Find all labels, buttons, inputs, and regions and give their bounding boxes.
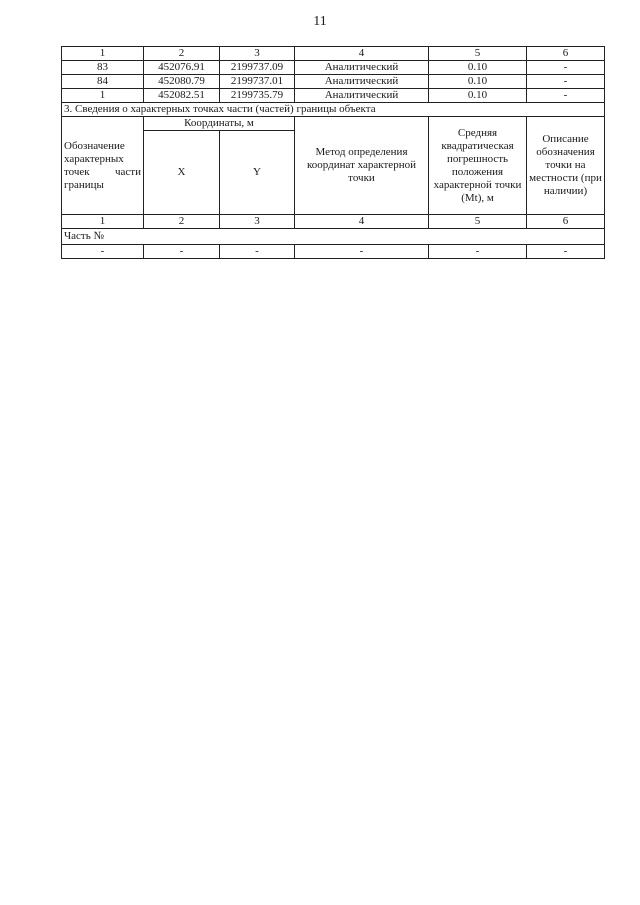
description-cell: - [527, 61, 605, 75]
part-label-row [62, 229, 605, 245]
header-cell: 4 [295, 47, 429, 61]
section-header-row [62, 117, 605, 131]
table-row [62, 75, 605, 89]
accuracy-cell: 0.10 [429, 75, 527, 89]
method-header: Метод определения координат характерной точки [295, 117, 429, 215]
header-cell: 6 [527, 47, 605, 61]
y-header: Y [220, 131, 295, 215]
x-cell: 452082.51 [144, 89, 220, 103]
coordinates-header: Координаты, м [144, 117, 295, 131]
method-cell: Аналитический [295, 75, 429, 89]
empty-cell: - [295, 245, 429, 259]
empty-cell: - [220, 245, 295, 259]
accuracy-cell: 0.10 [429, 61, 527, 75]
method-cell: Аналитический [295, 61, 429, 75]
section-title: 3. Сведения о характерных точках части (частей) границы объекта [62, 103, 605, 117]
column-numbers-row [62, 215, 605, 229]
table-row [62, 89, 605, 103]
column-number: 3 [220, 215, 295, 229]
description-cell: - [527, 89, 605, 103]
empty-cell: - [527, 245, 605, 259]
point-cell: 1 [62, 89, 144, 103]
point-designation-header: Обозначение характерных точек части границы [62, 117, 144, 215]
empty-cell: - [429, 245, 527, 259]
page-number: 11 [313, 14, 327, 29]
table-row [62, 245, 605, 259]
column-number: 6 [527, 215, 605, 229]
column-number: 4 [295, 215, 429, 229]
y-cell: 2199735.79 [220, 89, 295, 103]
accuracy-header: Средняя квадратическая погрешность положения характерной точки (Mt), м [429, 117, 527, 215]
y-cell: 2199737.01 [220, 75, 295, 89]
point-cell: 83 [62, 61, 144, 75]
x-header: X [144, 131, 220, 215]
coordinates-table [61, 46, 605, 259]
header-cell: 3 [220, 47, 295, 61]
y-cell: 2199737.09 [220, 61, 295, 75]
header-cell: 2 [144, 47, 220, 61]
header-cell: 1 [62, 47, 144, 61]
empty-cell: - [62, 245, 144, 259]
accuracy-cell: 0.10 [429, 89, 527, 103]
point-cell: 84 [62, 75, 144, 89]
column-number: 5 [429, 215, 527, 229]
column-number: 1 [62, 215, 144, 229]
empty-cell: - [144, 245, 220, 259]
description-header: Описание обозначения точки на местности (при наличии) [527, 117, 605, 215]
header-cell: 5 [429, 47, 527, 61]
part-label: Часть № [62, 229, 605, 245]
description-cell: - [527, 75, 605, 89]
x-cell: 452080.79 [144, 75, 220, 89]
top-header-row [62, 47, 605, 61]
method-cell: Аналитический [295, 89, 429, 103]
table-row [62, 61, 605, 75]
section-title-row [62, 103, 605, 117]
column-number: 2 [144, 215, 220, 229]
x-cell: 452076.91 [144, 61, 220, 75]
